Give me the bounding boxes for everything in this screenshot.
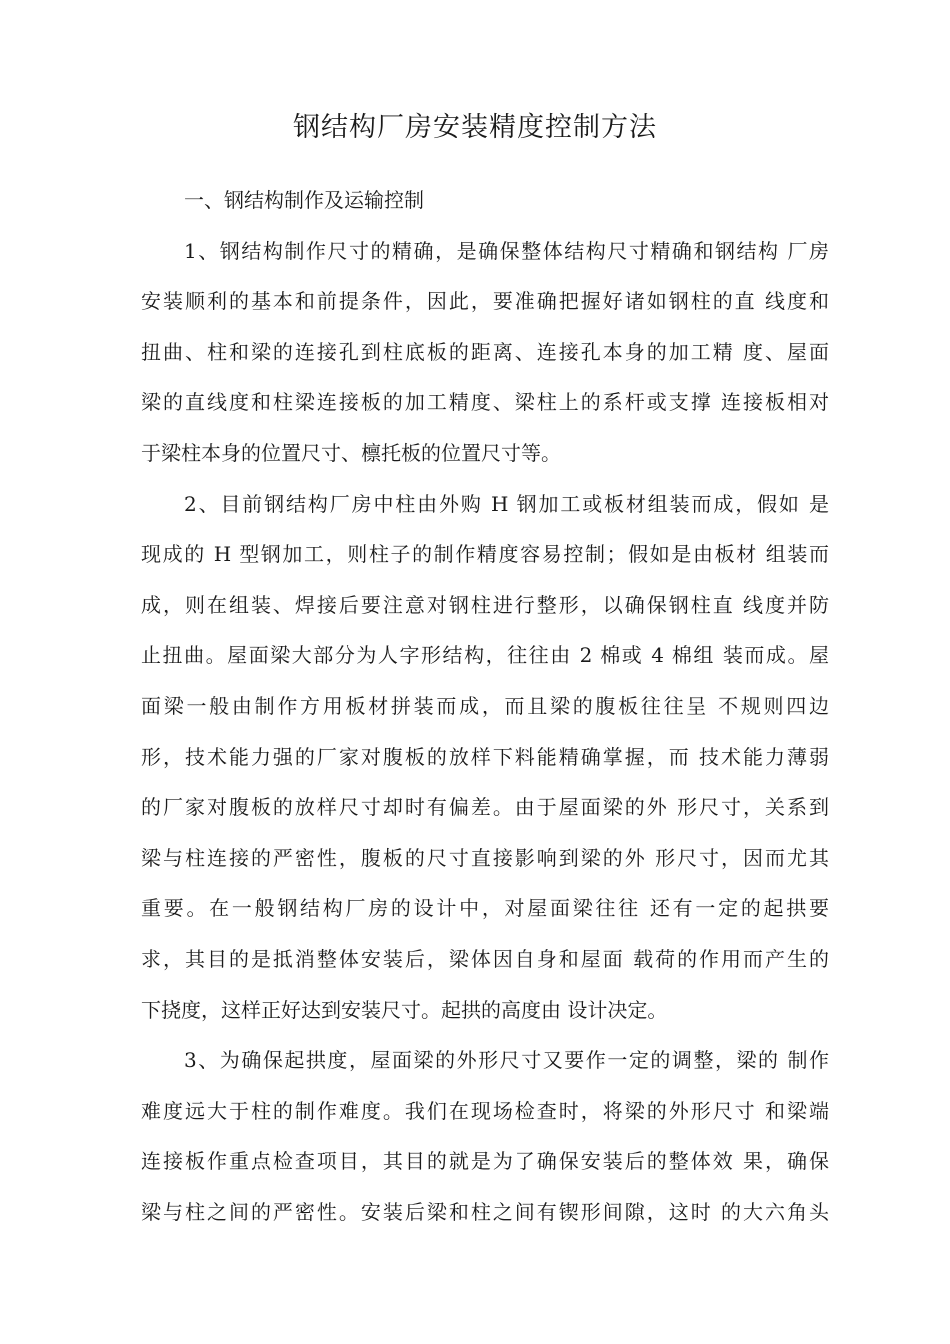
paragraph-line: 于梁柱本身的位置尺寸、檩托板的位置尺寸等。 — [141, 440, 561, 465]
paragraph-line: 求，其目的是抵消整体安装后，梁体因自身和屋面 载荷的作用而产生的 — [141, 946, 829, 971]
paragraph-line: 下挠度，这样正好达到安装尺寸。起拱的高度由 设计决定。 — [141, 997, 668, 1022]
paragraph-line: 梁与柱之间的严密性。安装后梁和柱之间有锲形间隙，这时 的大六角头 — [141, 1199, 829, 1224]
paragraph-line: 安装顺利的基本和前提条件，因此，要准确把握好诸如钢柱的直 线度和 — [141, 289, 829, 314]
paragraph-line: 形，技术能力强的厂家对腹板的放样下料能精确掌握，而 技术能力薄弱 — [141, 744, 829, 769]
paragraph-line: 1、钢结构制作尺寸的精确，是确保整体结构尺寸精确和钢结构 厂房 — [184, 238, 829, 263]
paragraph-line: 的厂家对腹板的放样尺寸却时有偏差。由于屋面梁的外 形尺寸，关系到 — [141, 795, 829, 820]
paragraph-line: 重要。在一般钢结构厂房的设计中，对屋面梁往往 还有一定的起拱要 — [141, 896, 829, 921]
paragraph-line: 现成的 H 型钢加工，则柱子的制作精度容易控制；假如是由板材 组装而 — [141, 542, 829, 567]
document-title: 钢结构厂房安装精度控制方法 — [293, 112, 657, 143]
paragraph-3 — [141, 1035, 829, 1237]
paragraph-2 — [141, 479, 829, 1036]
paragraph-line: 成，则在组装、焊接后要注意对钢柱进行整形，以确保钢柱直 线度并防 — [141, 592, 829, 617]
section-heading: 一、钢结构制作及运输控制 — [184, 188, 424, 212]
paragraph-line: 2、目前钢结构厂房中柱由外购 H 钢加工或板材组装而成，假如 是 — [184, 491, 829, 516]
paragraph-1 — [141, 226, 829, 479]
paragraph-line: 梁的直线度和柱梁连接板的加工精度、梁柱上的系杆或支撑 连接板相对 — [141, 390, 829, 415]
paragraph-line: 梁与柱连接的严密性，腹板的尺寸直接影响到梁的外 形尺寸，因而尤其 — [141, 845, 829, 870]
paragraph-line: 难度远大于柱的制作难度。我们在现场检查时，将梁的外形尺寸 和梁端 — [141, 1098, 829, 1123]
paragraph-line: 面梁一般由制作方用板材拼装而成，而且梁的腹板往往呈 不规则四边 — [141, 693, 829, 718]
paragraph-line: 3、为确保起拱度，屋面梁的外形尺寸又要作一定的调整，梁的 制作 — [184, 1048, 829, 1073]
document-body — [141, 175, 829, 1237]
paragraph-line: 扭曲、柱和梁的连接孔到柱底板的距离、连接孔本身的加工精 度、屋面 — [141, 339, 829, 364]
paragraph-line: 连接板作重点检查项目，其目的就是为了确保安装后的整体效 果，确保 — [141, 1149, 829, 1174]
paragraph-line: 止扭曲。屋面梁大部分为人字形结构，往往由 2 棉或 4 棉组 装而成。屋 — [141, 643, 829, 668]
